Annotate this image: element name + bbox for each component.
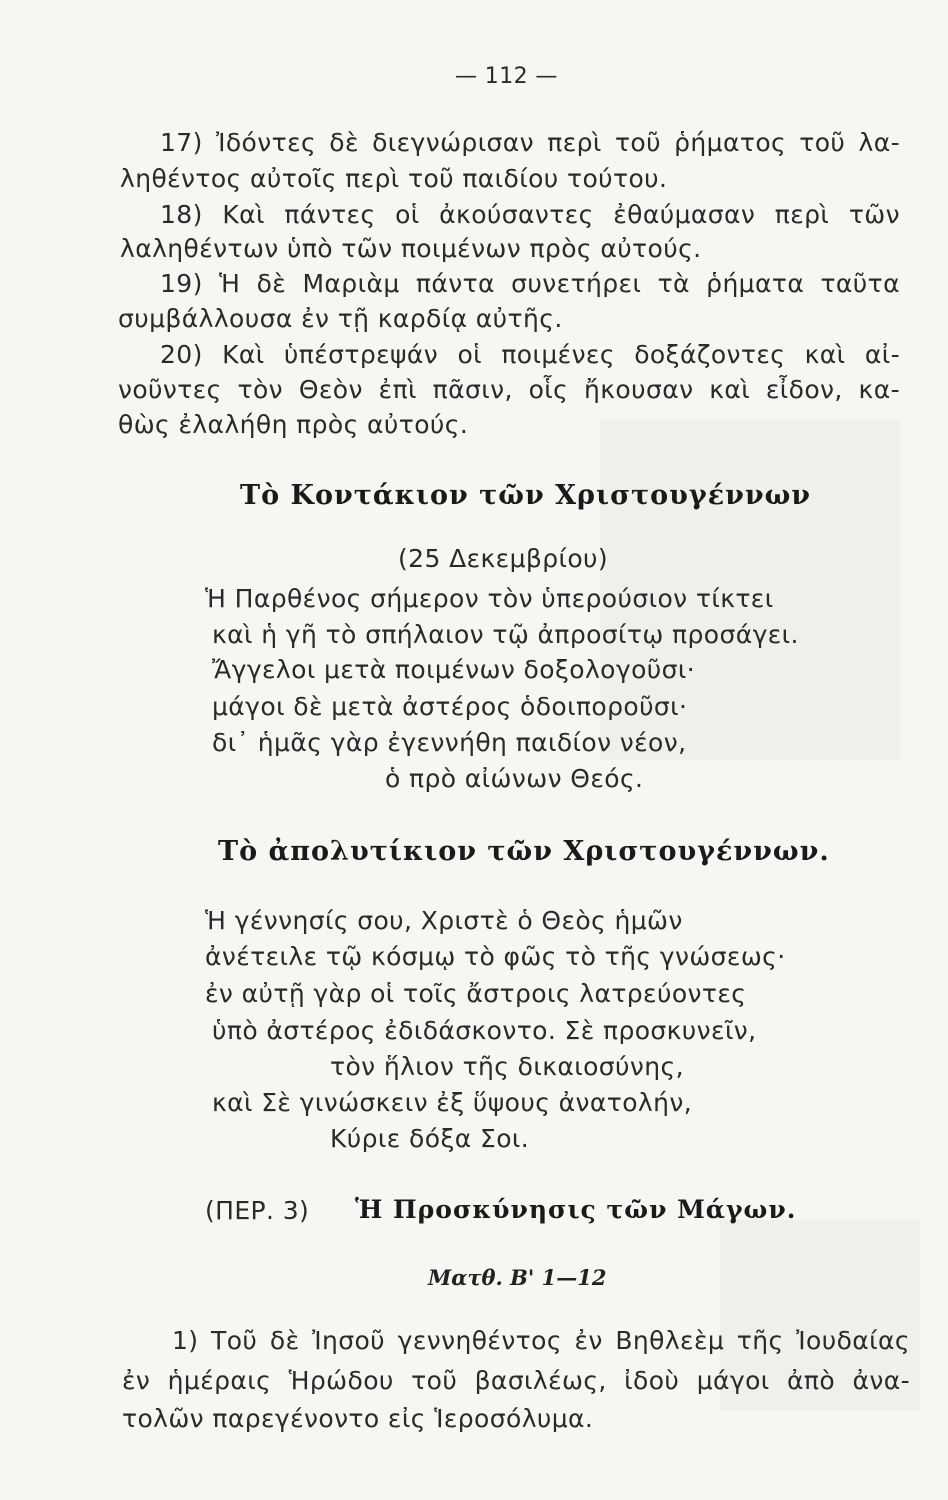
scripture-reference: Ματθ. Β' 1—12	[428, 1265, 607, 1290]
hymn-line: Ἡ γέννησίς σου, Χριστὲ ὁ Θεὸς ἡμῶν	[205, 906, 683, 935]
section-heading: Ἡ Προσκύνησις τῶν Μάγων.	[355, 1195, 797, 1224]
hymn-line: ἀνέτειλε τῷ κόσμῳ τὸ φῶς τὸ τῆς γνώσεως·	[205, 942, 786, 971]
hymn-line: ὑπὸ ἀστέρος ἐδιδάσκοντο. Σὲ προσκυνεῖν,	[212, 1016, 757, 1045]
hymn-line: Ἡ Παρθένος σήμερον τὸν ὑπερούσιον τίκτει	[205, 584, 774, 613]
page-number: — 112 —	[455, 64, 558, 89]
text-line: συμβάλλουσα ἐν τῇ καρδίᾳ αὐτῆς.	[118, 304, 563, 333]
feast-date: (25 Δεκεμβρίου)	[398, 544, 609, 573]
text-line: θὼς ἐλαλήθη πρὸς αὐτούς.	[118, 410, 469, 439]
kontakion-heading: Τὸ Κοντάκιον τῶν Χριστουγέννων	[240, 480, 812, 511]
text-line: ἐν ἡμέραις Ἡρώδου τοῦ βασιλέως, ἰδοὺ μάγοι ἀπὸ ἀνα-	[122, 1366, 910, 1395]
text-line: τολῶν παρεγένοντο εἰς Ἱεροσόλυμα.	[122, 1404, 594, 1433]
text-line: λαληθέντων ὑπὸ τῶν ποιμένων πρὸς αὐτούς.	[120, 234, 702, 263]
text-line: 20) Καὶ ὑπέστρεψάν οἱ ποιμένες δοξάζοντες καὶ αἰ-	[160, 340, 900, 369]
hymn-line: ἐν αὐτῇ γὰρ οἱ τοῖς ἄστροις λατρεύοντες	[205, 979, 747, 1008]
text-line: ληθέντος αὐτοῖς περὶ τοῦ παιδίου τούτου.	[120, 164, 668, 193]
text-line: 19) Ἡ δὲ Μαριὰμ πάντα συνετήρει τὰ ῥήματα ταῦτα	[160, 269, 900, 298]
hymn-line: Ἄγγελοι μετὰ ποιμένων δοξολογοῦσι·	[212, 655, 696, 684]
hymn-line: ὁ πρὸ αἰώνων Θεός.	[385, 764, 644, 793]
text-line: 17) Ἰδόντες δὲ διεγνώρισαν περὶ τοῦ ῥήματος τοῦ λα-	[160, 128, 900, 157]
section-label: (ΠΕΡ. 3)	[205, 1196, 310, 1225]
hymn-line: καὶ Σὲ γινώσκειν ἐξ ὕψους ἀνατολήν,	[212, 1088, 693, 1117]
hymn-line: τὸν ἥλιον τῆς δικαιοσύνης,	[330, 1052, 684, 1081]
text-line: 1) Τοῦ δὲ Ἰησοῦ γεννηθέντος ἐν Βηθλεὲμ τῆς Ἰουδαίας	[172, 1326, 910, 1355]
hymn-line: μάγοι δὲ μετὰ ἀστέρος ὁδοιποροῦσι·	[212, 692, 688, 721]
text-line: νοῦντες τὸν Θεὸν ἐπὶ πᾶσιν, οἷς ἤκουσαν καὶ εἶδον, κα-	[118, 375, 900, 404]
hymn-line: καὶ ἡ γῆ τὸ σπήλαιον τῷ ἀπροσίτῳ προσάγει.	[212, 620, 799, 649]
apolytikion-heading: Τὸ ἀπολυτίκιον τῶν Χριστουγέννων.	[218, 836, 830, 867]
hymn-line: Κύριε δόξα Σοι.	[330, 1124, 530, 1153]
hymn-line: δι᾽ ἡμᾶς γὰρ ἐγεννήθη παιδίον νέον,	[212, 728, 687, 757]
text-line: 18) Καὶ πάντες οἱ ἀκούσαντες ἐθαύμασαν περὶ τῶν	[160, 200, 900, 229]
